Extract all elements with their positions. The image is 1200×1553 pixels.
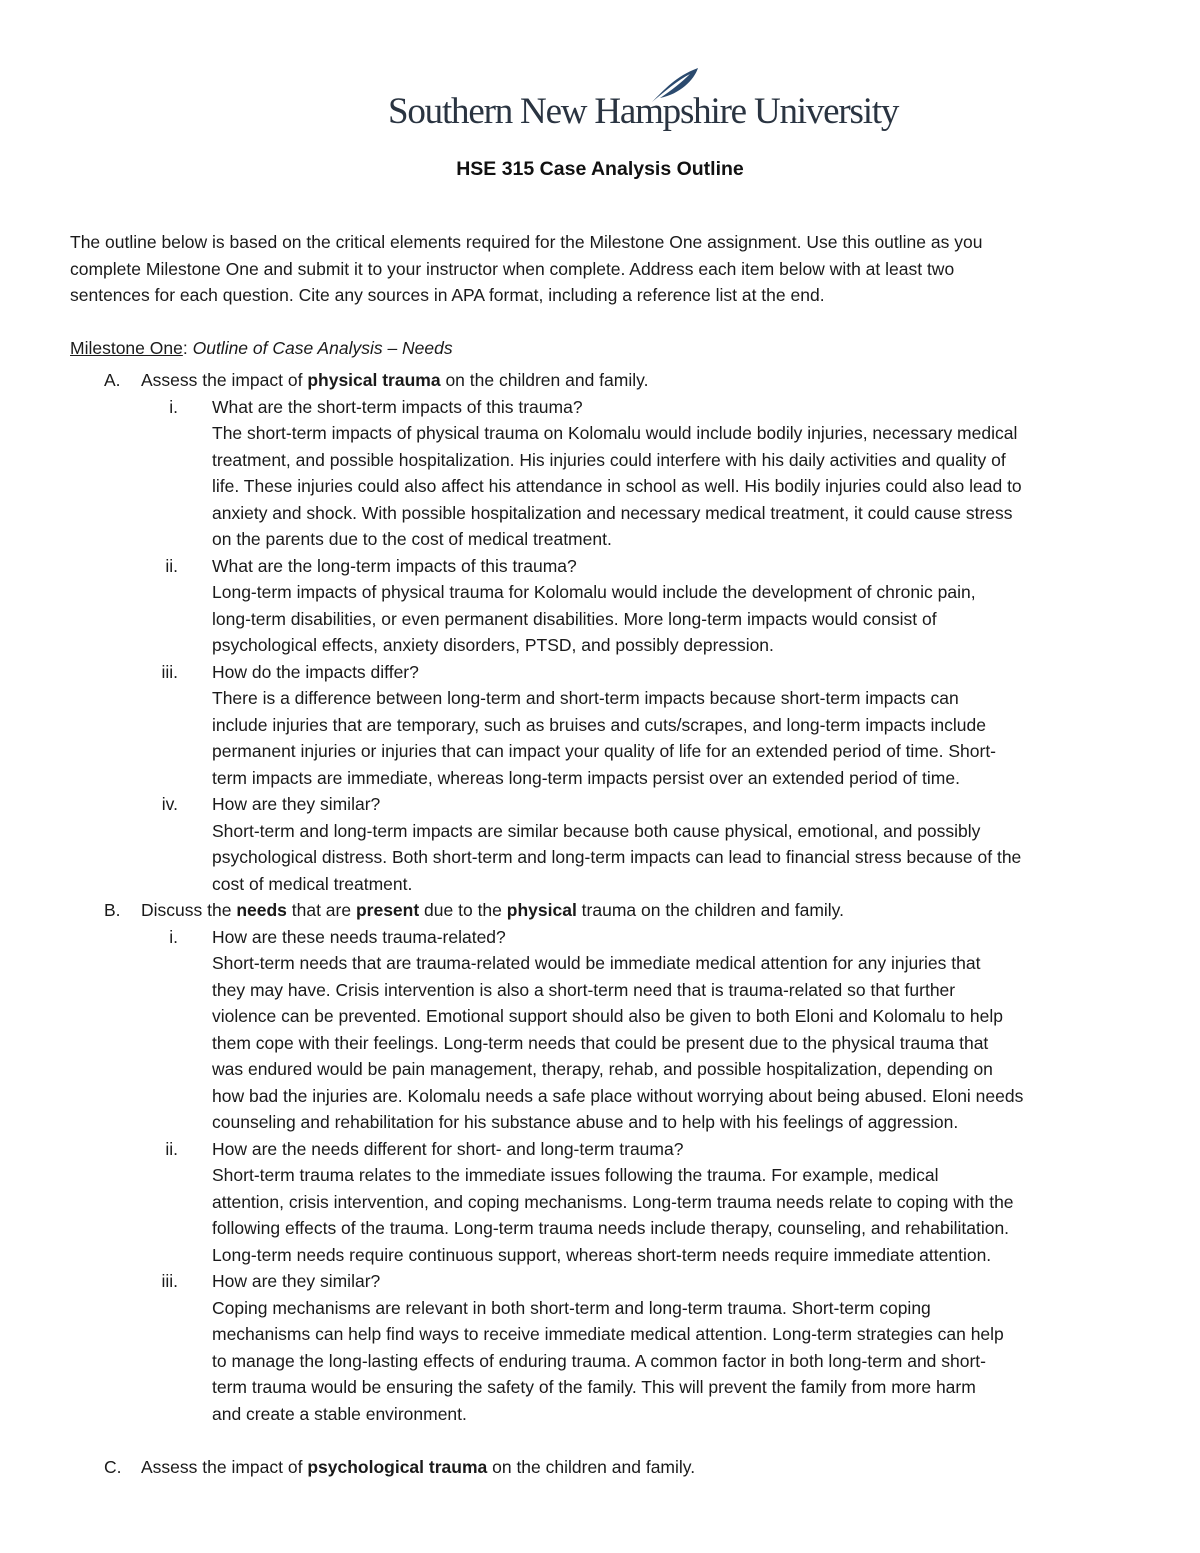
heading-text: due to the [419, 900, 507, 920]
question-text: How are the needs different for short- and long-term trauma? [212, 1138, 684, 1159]
list-marker: A. [104, 370, 121, 390]
question-text: How are they similar? [212, 1271, 381, 1291]
answer-line: term impacts are immediate, whereas long-term impacts persist over an extended period of time. [212, 767, 960, 788]
answer-line: Long-term impacts of physical trauma for Kolomalu would include the development of chronic pain, [212, 582, 976, 602]
list-marker: iii. [161, 661, 178, 682]
answer-line: Short-term needs that are trauma-related would be immediate medical attention for any injuries that [212, 953, 981, 973]
answer-line: term trauma would be ensuring the safety of the family. This will prevent the family from more harm [212, 1377, 976, 1397]
heading-text: on the children and family. [487, 1456, 696, 1477]
answer-line: life. These injuries could also affect his attendance in school as well. His bodily injuries could also lead to [212, 476, 1022, 496]
answer-line: Coping mechanisms are relevant in both short-term and long-term trauma. Short-term coping [212, 1297, 931, 1318]
answer-line: long-term disabilities, or even permanent disabilities. More long-term impacts would consist of [212, 608, 937, 629]
heading-emphasis: needs [236, 900, 287, 920]
question-a-i [0, 394, 1200, 421]
answer-line: psychological distress. Both short-term and long-term impacts can lead to financial stress because of the [212, 847, 1022, 867]
answer-line: attention, crisis intervention, and coping mechanisms. Long-term trauma needs relate to coping with the [212, 1191, 1014, 1212]
list-marker: ii. [165, 555, 178, 576]
answer-line: how bad the injuries are. Kolomalu needs a safe place without worrying about being abused. Eloni needs [212, 1085, 1024, 1106]
university-name: Southern New Hampshire University [388, 91, 899, 132]
heading-emphasis: physical trauma [307, 370, 441, 390]
answer-line: The short-term impacts of physical trauma on Kolomalu would include bodily injuries, necessary medical [212, 423, 1018, 443]
question-text: What are the long-term impacts of this trauma? [212, 555, 577, 576]
answer-line: on the parents due to the cost of medical treatment. [212, 529, 612, 549]
answer-line: Short-term trauma relates to the immediate issues following the trauma. For example, medical [212, 1165, 939, 1185]
milestone-topic: Outline of Case Analysis – Needs [192, 338, 453, 358]
answer-line: counseling and rehabilitation for his substance abuse and to help with his feelings of aggression. [212, 1112, 959, 1132]
heading-emphasis: psychological trauma [307, 1456, 488, 1477]
answer-line: to manage the long-lasting effects of enduring trauma. A common factor in both long-term and short- [212, 1350, 986, 1371]
intro-line: sentences for each question. Cite any sources in APA format, including a reference list at the end. [70, 285, 825, 306]
answer-line: was endured would be pain management, therapy, rehab, and possible hospitalization, depending on [212, 1059, 993, 1079]
spacer [0, 1427, 1200, 1454]
answer-line: cost of medical treatment. [212, 873, 413, 894]
answer-line: treatment, and possible hospitalization. His injuries could interfere with his daily activities and quality of [212, 449, 1006, 470]
university-logo [388, 66, 899, 138]
answer-line: permanent injuries or injuries that can impact your quality of life for an extended period of time. Short- [212, 741, 997, 761]
question-a-iv [0, 791, 1200, 818]
question-text: How are they similar? [212, 794, 381, 814]
question-b-ii [0, 1136, 1200, 1163]
intro-line: complete Milestone One and submit it to your instructor when complete. Address each item below with at least two [70, 258, 955, 279]
answer-line: they may have. Crisis intervention is also a short-term need that is trauma-related so that further [212, 979, 956, 1000]
answer-line: psychological effects, anxiety disorders, PTSD, and possibly depression. [212, 635, 774, 655]
question-text: How are these needs trauma-related? [212, 926, 506, 947]
milestone-label: Milestone One [70, 338, 183, 358]
document-title: HSE 315 Case Analysis Outline [456, 158, 744, 180]
answer-line: following effects of the trauma. Long-term trauma needs include therapy, counseling, and rehabilitation. [212, 1218, 1010, 1238]
outline [0, 367, 1200, 1480]
heading-text: on the children and family. [440, 370, 649, 390]
answer-line: include injuries that are temporary, such as bruises and cuts/scrapes, and long-term impacts include [212, 714, 986, 735]
question-b-iii [0, 1268, 1200, 1295]
heading-text: that are [286, 900, 356, 920]
answer-line: Long-term needs require continuous support, whereas short-term needs require immediate attention. [212, 1244, 992, 1265]
intro-line: The outline below is based on the critical elements required for the Milestone One assignment. Use this outline as you [70, 232, 983, 252]
list-marker: iii. [161, 1271, 178, 1291]
milestone-colon: : [182, 338, 188, 358]
answer-line: Short-term and long-term impacts are similar because both cause physical, emotional, and possibly [212, 820, 981, 841]
question-b-i [0, 924, 1200, 951]
question-text: How do the impacts differ? [212, 661, 419, 682]
heading-text: trauma on the children and family. [576, 900, 844, 920]
section-b-heading [0, 897, 1200, 924]
answer-line: violence can be prevented. Emotional support should also be given to both Eloni and Kolomalu to help [212, 1006, 1003, 1026]
heading-text: Discuss the [141, 900, 237, 920]
answer-line: them cope with their feelings. Long-term needs that could be present due to the physical trauma that [212, 1032, 989, 1053]
milestone-heading [70, 338, 453, 359]
heading-emphasis: physical [506, 900, 577, 920]
heading-text: Assess the impact of [141, 370, 308, 390]
answer-line: and create a stable environment. [212, 1403, 467, 1424]
list-marker: iv. [161, 794, 178, 814]
heading-text: Assess the impact of [141, 1456, 308, 1477]
intro-paragraph [70, 229, 1140, 309]
question-a-iii [0, 659, 1200, 686]
answer-line: mechanisms can help find ways to receive immediate medical attention. Long-term strategies can help [212, 1324, 1004, 1344]
answer-line: anxiety and shock. With possible hospitalization and necessary medical treatment, it could cause stress [212, 502, 1013, 523]
list-marker: ii. [165, 1138, 178, 1159]
section-c-heading [0, 1454, 1200, 1481]
list-marker: C. [104, 1456, 122, 1477]
answer-line: There is a difference between long-term and short-term impacts because short-term impacts can [212, 688, 959, 708]
question-a-ii [0, 553, 1200, 580]
list-marker: i. [169, 396, 178, 417]
list-marker: B. [104, 900, 121, 920]
section-a-heading [0, 367, 1200, 394]
heading-emphasis: present [355, 900, 420, 920]
question-text: What are the short-term impacts of this trauma? [212, 396, 583, 417]
list-marker: i. [169, 926, 178, 947]
